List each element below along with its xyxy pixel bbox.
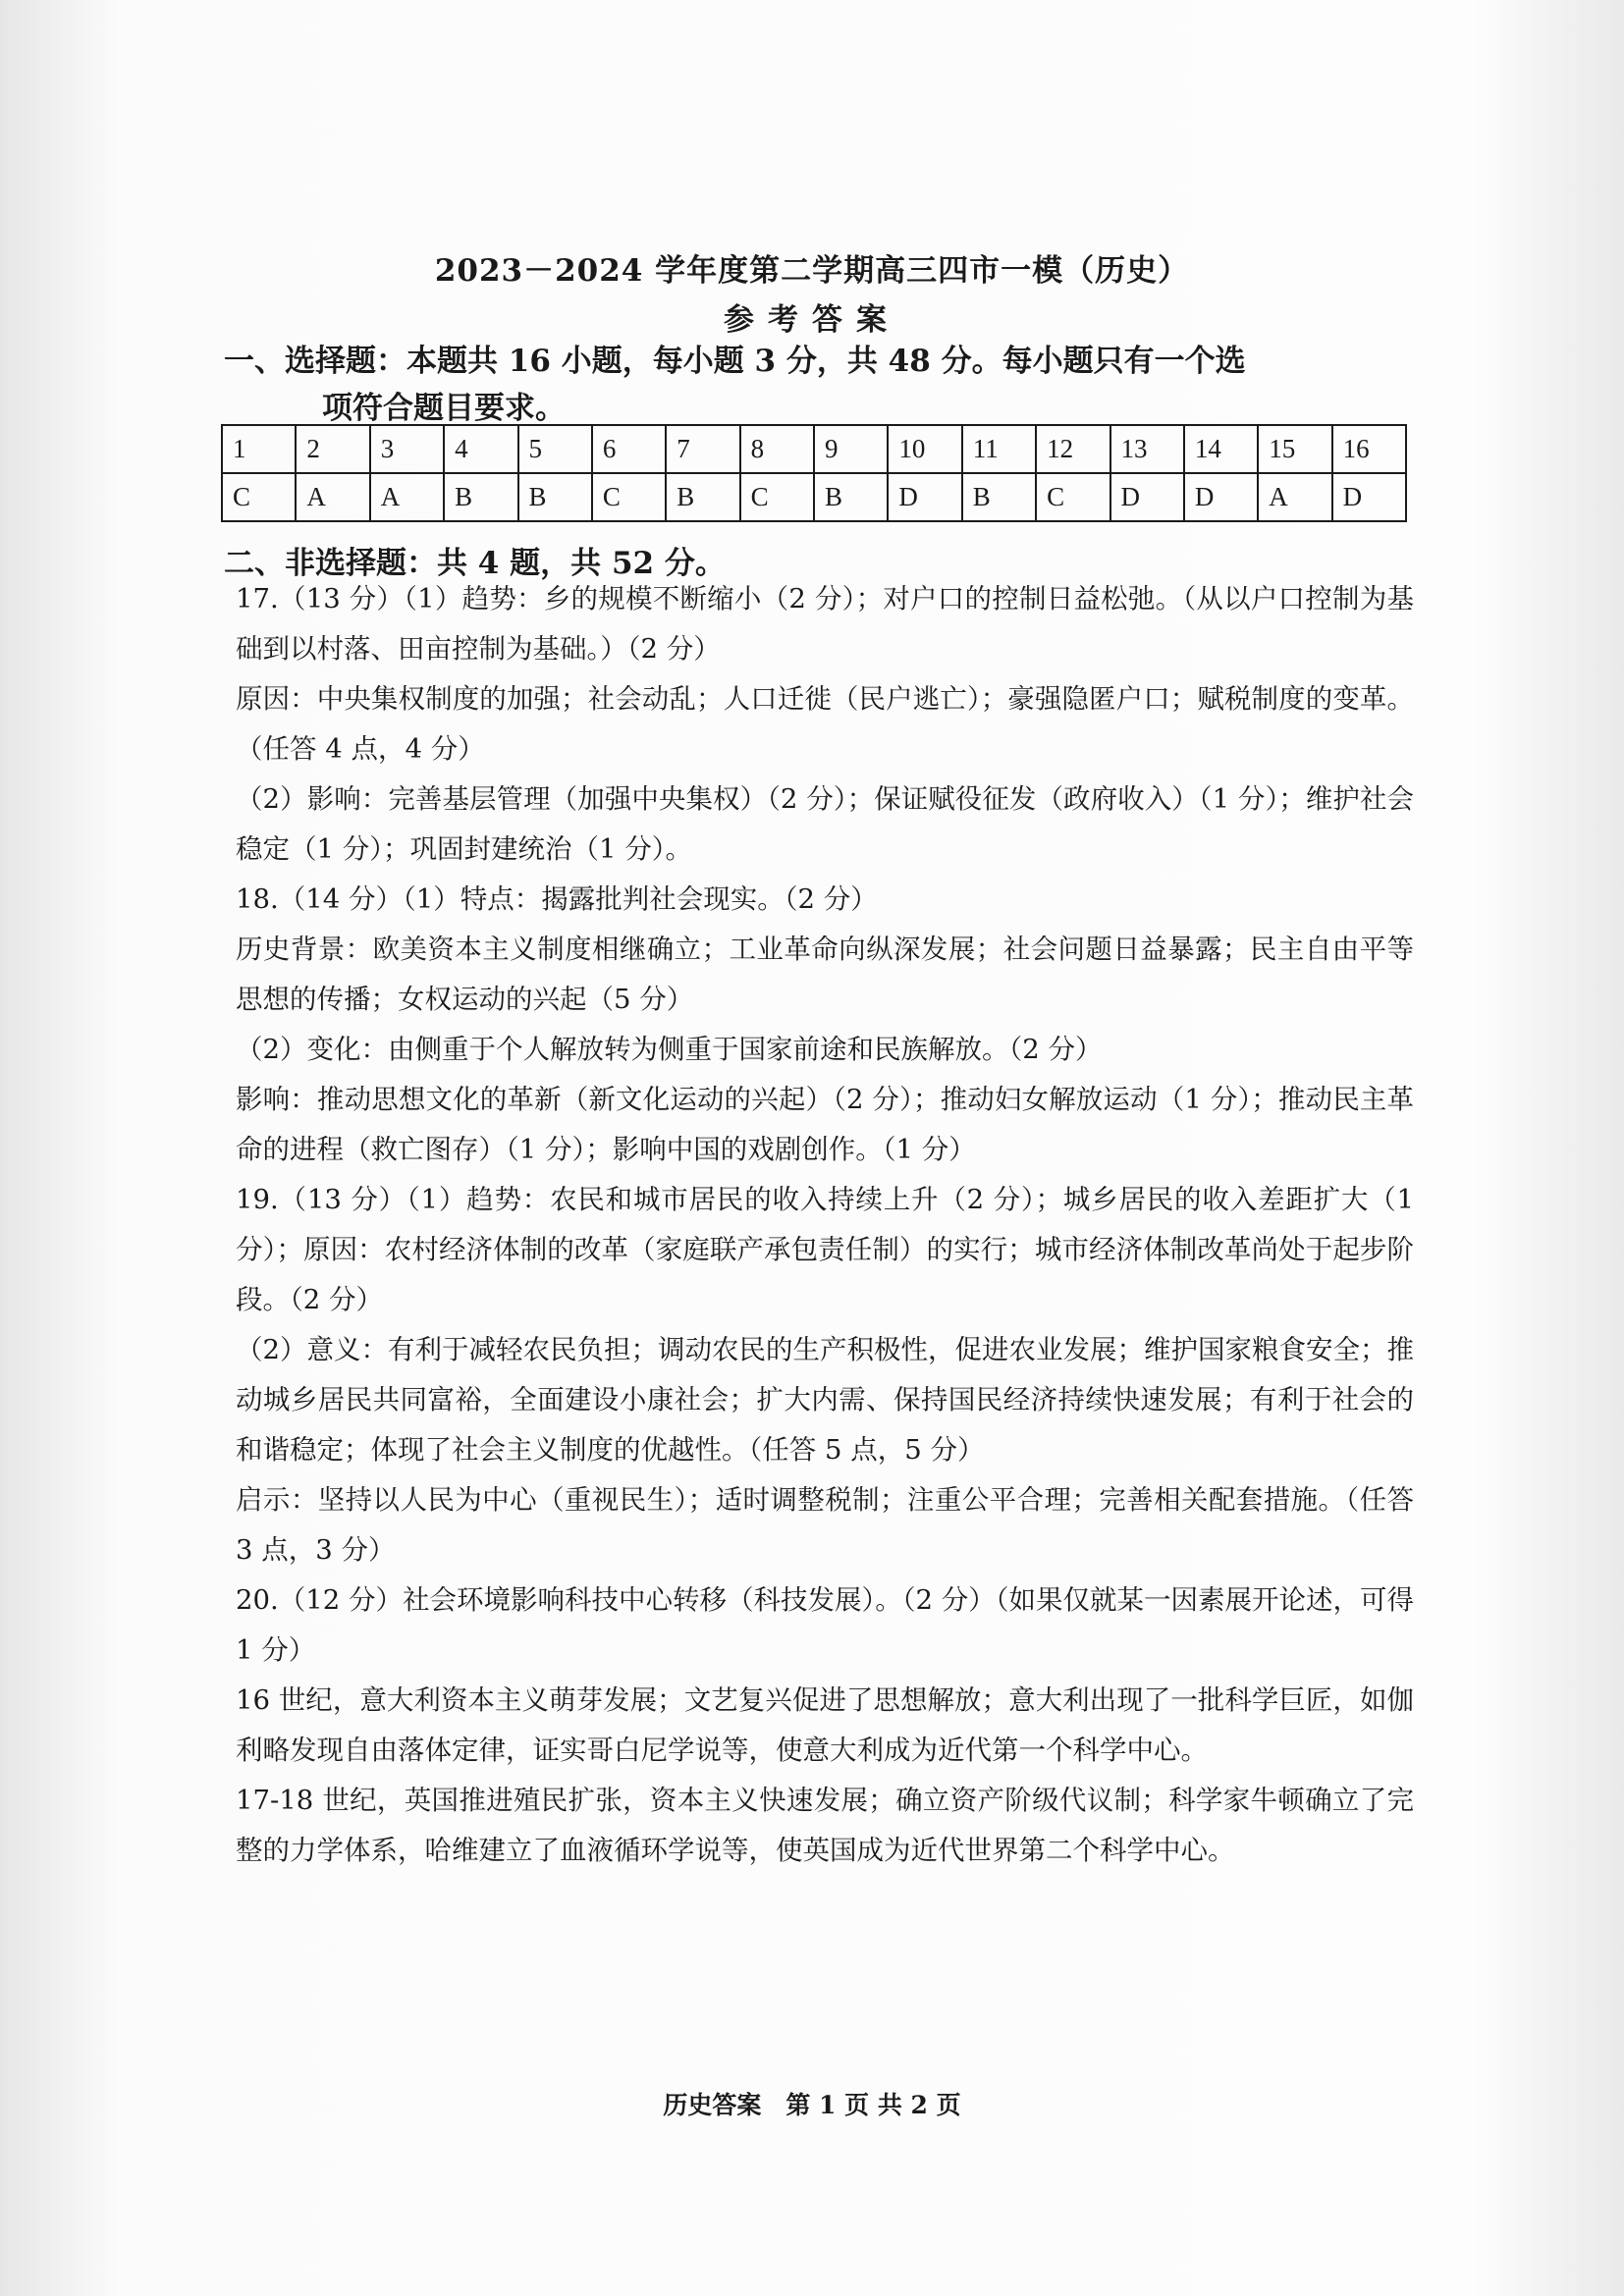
answer-cell: C [1036,473,1110,521]
question-number-cell: 10 [888,425,961,473]
section-heading-line: 一、选择题：本题共 16 小题，每小题 3 分，共 48 分。每小题只有一个选 [224,344,1246,379]
answer-paragraph: 19.（13 分）（1）趋势：农民和城市居民的收入持续上升（2 分）；城乡居民的收入差距扩大（1 分）；原因：农村经济体制的改革（家庭联产承包责任制）的实行；城市经济体制改革尚处于起步阶段。（2 分） [236,1184,1414,1315]
question-number-cell: 16 [1332,425,1406,473]
answer-cell: D [1184,473,1258,521]
question-number-cell: 11 [962,425,1036,473]
answer-table [221,424,1407,522]
answer-paragraph: 启示：坚持以人民为中心（重视民生）；适时调整税制；注重公平合理；完善相关配套措施。（任答 3 点，3 分） [236,1484,1414,1566]
answer-paragraph: 原因：中央集权制度的加强；社会动乱；人口迁徙（民户逃亡）；豪强隐匿户口；赋税制度的变革。（任答 4 点，4 分） [236,683,1414,765]
question-number-cell: 15 [1258,425,1331,473]
question-number-cell: 2 [296,425,369,473]
question-number-cell: 1 [222,425,296,473]
answer-cell: B [518,473,592,521]
answer-cell: B [814,473,888,521]
answer-paragraph: 18.（14 分）（1）特点：揭露批判社会现实。（2 分） [236,883,878,915]
answer-paragraph: 17.（13 分）（1）趋势：乡的规模不断缩小（2 分）；对户口的控制日益松弛。（从以户口控制为基础到以村落、田亩控制为基础。）（2 分） [236,583,1414,665]
answer-cell: B [962,473,1036,521]
answer-cell: D [1332,473,1406,521]
question-number-cell: 6 [592,425,666,473]
answer-cell: A [370,473,444,521]
answer-paragraph: 影响：推动思想文化的革新（新文化运动的兴起）（2 分）；推动妇女解放运动（1 分）；推动民主革命的进程（救亡图存）（1 分）；影响中国的戏剧创作。（1 分） [236,1084,1414,1165]
answer-paragraph: 历史背景：欧美资本主义制度相继确立；工业革命向纵深发展；社会问题日益暴露；民主自由平等思想的传播；女权运动的兴起（5 分） [236,934,1414,1015]
answer-cell: C [222,473,296,521]
answer-cell: B [666,473,739,521]
answer-cell: A [296,473,369,521]
answer-paragraph: 16 世纪，意大利资本主义萌芽发展；文艺复兴促进了思想解放；意大利出现了一批科学巨匠，如伽利略发现自由落体定律，证实哥白尼学说等，使意大利成为近代第一个科学中心。 [236,1684,1414,1766]
answer-cell: C [592,473,666,521]
answer-cell: D [1110,473,1184,521]
section-heading-nonchoice: 二、非选择题：共 4 题，共 52 分。 [224,546,726,581]
question-number-cell: 9 [814,425,888,473]
answer-paragraph: （2）意义：有利于减轻农民负担；调动农民的生产积极性，促进农业发展；维护国家粮食安全；推动城乡居民共同富裕，全面建设小康社会；扩大内需、保持国民经济持续快速发展；有利于社会的和谐稳定；体现了社会主义制度的优越性。（任答 5 点，5 分） [236,1334,1414,1466]
question-number-cell: 8 [740,425,814,473]
answer-cell: A [1258,473,1331,521]
section-heading-line: 项符合题目要求。 [322,391,566,426]
question-number-cell: 4 [444,425,517,473]
page-subtitle: 参考答案 [724,302,900,338]
question-number-cell: 13 [1110,425,1184,473]
answer-cell: C [740,473,814,521]
answer-paragraph: 17-18 世纪，英国推进殖民扩张，资本主义快速发展；确立资产阶级代议制；科学家牛顿确立了完整的力学体系，哈维建立了血液循环学说等，使英国成为近代世界第二个科学中心。 [236,1785,1414,1866]
page-footer: 历史答案 第 1 页 共 2 页 [663,2091,961,2119]
answer-body [236,574,1414,1876]
answer-cell: B [444,473,517,521]
answer-paragraph: （2）影响：完善基层管理（加强中央集权）（2 分）；保证赋役征发（政府收入）（1 分）；维护社会稳定（1 分）；巩固封建统治（1 分）。 [236,783,1414,865]
answer-table-numbers-row [222,425,1406,473]
answer-table-answers-row [222,473,1406,521]
page-title: 2023－2024 学年度第二学期高三四市一模（历史） [434,253,1190,289]
answer-paragraph: 20.（12 分）社会环境影响科技中心转移（科技发展）。（2 分）（如果仅就某一因素展开论述，可得 1 分） [236,1584,1414,1666]
question-number-cell: 5 [518,425,592,473]
question-number-cell: 7 [666,425,739,473]
question-number-cell: 14 [1184,425,1258,473]
section-heading-choice [224,338,1402,432]
answer-cell: D [888,473,961,521]
question-number-cell: 12 [1036,425,1110,473]
answer-paragraph: （2）变化：由侧重于个人解放转为侧重于国家前途和民族解放。（2 分） [236,1034,1103,1065]
question-number-cell: 3 [370,425,444,473]
